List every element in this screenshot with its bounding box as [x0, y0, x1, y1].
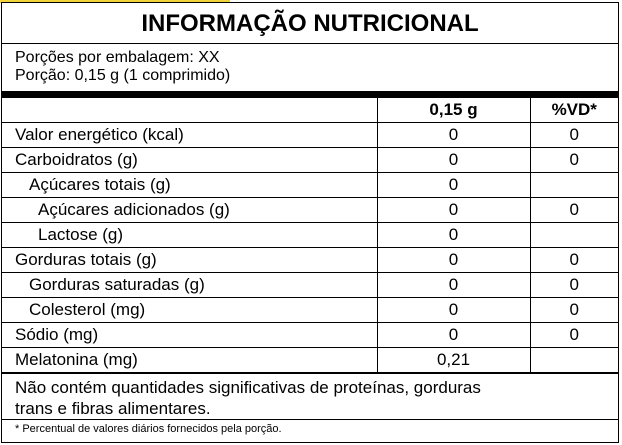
nutrient-name: Açúcares totais (g)	[2, 173, 377, 198]
nutrient-name: Valor energético (kcal)	[2, 123, 377, 148]
nutrient-amount: 0	[377, 223, 530, 248]
nutrient-amount: 0	[377, 173, 530, 198]
nutrient-amount: 0	[377, 323, 530, 348]
nutrient-daily-value: 0	[530, 148, 618, 173]
nutrient-name: Açúcares adicionados (g)	[2, 198, 377, 223]
label-title: INFORMAÇÃO NUTRICIONAL	[2, 3, 618, 44]
nutrient-name: Gorduras saturadas (g)	[2, 273, 377, 298]
table-row	[2, 348, 618, 373]
nutrient-daily-value: 0	[530, 273, 618, 298]
nutrient-daily-value: 0	[530, 323, 618, 348]
servings-per-package: Porções por embalagem: XX	[15, 49, 220, 66]
table-row	[2, 248, 618, 273]
nutrient-amount: 0	[377, 298, 530, 323]
header-nutrient	[2, 98, 377, 123]
nutrient-daily-value	[530, 223, 618, 248]
nutrient-amount: 0,21	[377, 348, 530, 373]
daily-value-footnote: * Percentual de valores diários fornecidos pela porção.	[2, 419, 618, 439]
nutrient-name: Colesterol (mg)	[2, 298, 377, 323]
note-line: Não contém quantidades significativas de proteínas, gorduras	[15, 378, 481, 397]
table-row	[2, 173, 618, 198]
table-row	[2, 273, 618, 298]
table-row	[2, 323, 618, 348]
table-row	[2, 148, 618, 173]
header-daily-value: %VD*	[530, 98, 618, 123]
table-row	[2, 123, 618, 148]
note-line: trans e fibras alimentares.	[15, 399, 211, 418]
nutrient-daily-value: 0	[530, 298, 618, 323]
serving-size: Porção: 0,15 g (1 comprimido)	[15, 67, 231, 84]
nutrient-amount: 0	[377, 248, 530, 273]
nutrient-daily-value: 0	[530, 198, 618, 223]
nutrient-amount: 0	[377, 123, 530, 148]
table-row	[2, 198, 618, 223]
insignificant-nutrients-note	[2, 373, 618, 419]
header-amount: 0,15 g	[377, 98, 530, 123]
nutrient-amount: 0	[377, 273, 530, 298]
table-row	[2, 223, 618, 248]
nutrient-daily-value: 0	[530, 123, 618, 148]
nutrient-daily-value	[530, 173, 618, 198]
nutrient-name: Lactose (g)	[2, 223, 377, 248]
nutrition-table	[2, 98, 618, 373]
portion-info	[2, 44, 618, 98]
nutrition-facts-label	[1, 2, 619, 443]
nutrient-amount: 0	[377, 198, 530, 223]
table-row	[2, 298, 618, 323]
nutrient-name: Carboidratos (g)	[2, 148, 377, 173]
nutrient-name: Melatonina (mg)	[2, 348, 377, 373]
nutrient-daily-value	[530, 348, 618, 373]
nutrient-daily-value: 0	[530, 248, 618, 273]
nutrient-name: Sódio (mg)	[2, 323, 377, 348]
nutrient-name: Gorduras totais (g)	[2, 248, 377, 273]
nutrient-amount: 0	[377, 148, 530, 173]
table-header-row	[2, 98, 618, 123]
